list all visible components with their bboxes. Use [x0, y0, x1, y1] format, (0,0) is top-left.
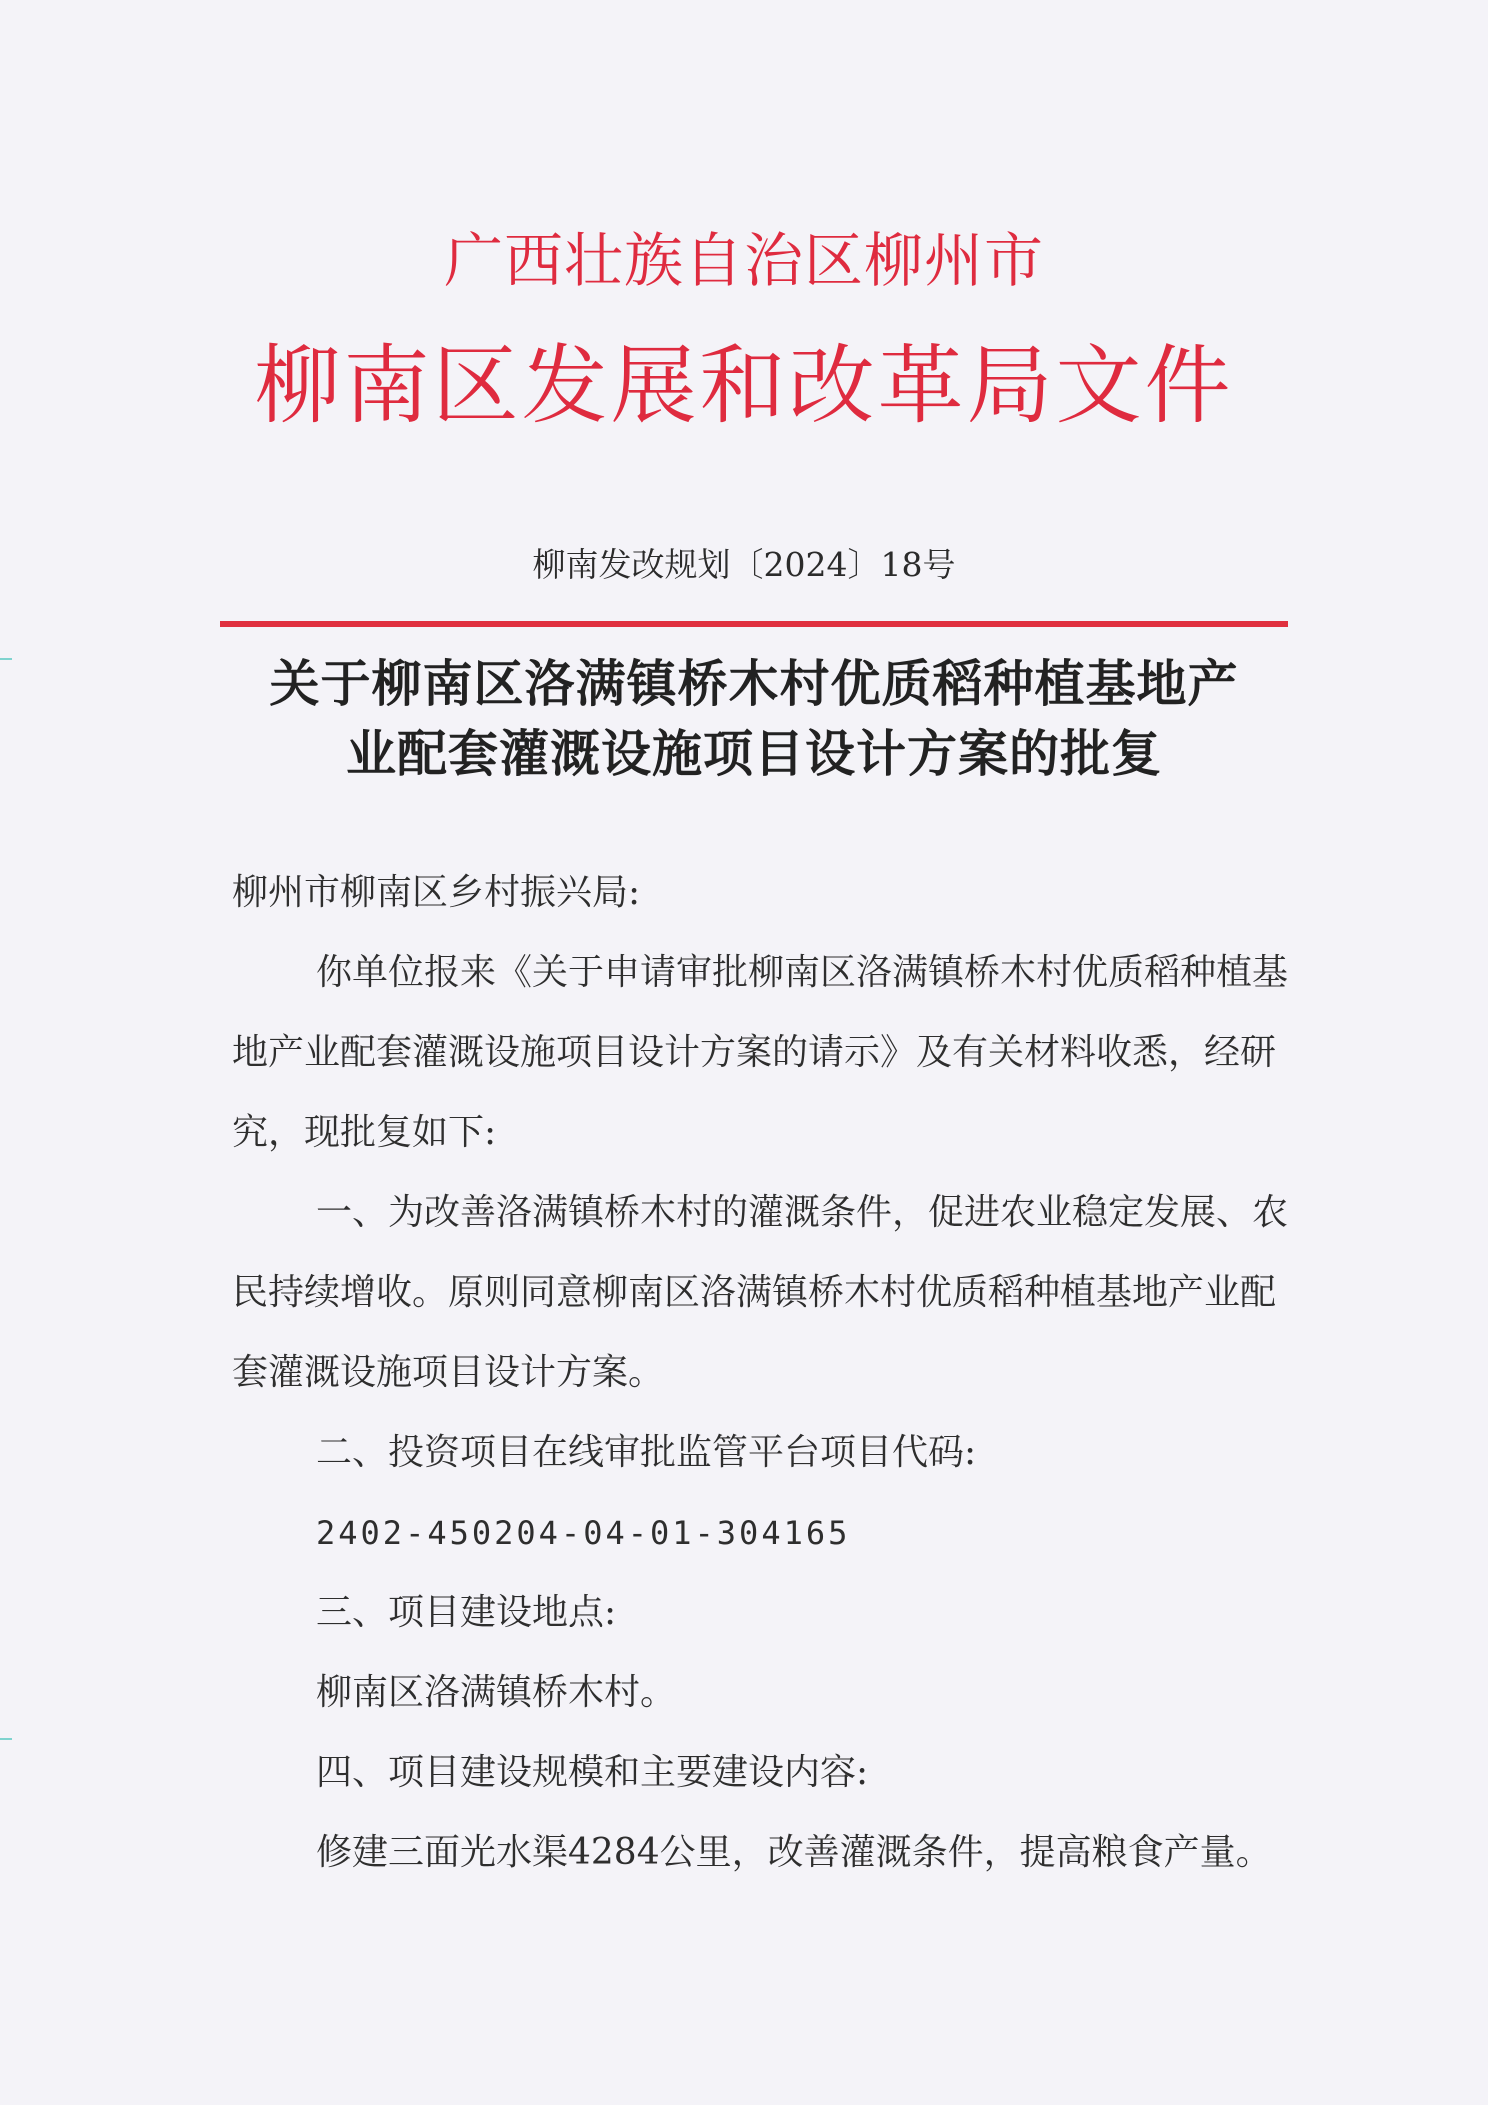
- issuer-region: 广西壮族自治区柳州市: [443, 226, 1044, 295]
- item-1-paragraph: 一、为改善洛满镇桥木村的灌溉条件，促进农业稳定发展、农民持续增收。原则同意柳南区洛满镇桥木村优质稻种植基地产业配套灌溉设施项目设计方案。: [232, 1192, 1289, 1393]
- item-3-value: 柳南区洛满镇桥木村。: [316, 1672, 677, 1713]
- scan-edge-mark: [0, 658, 12, 660]
- title-line-1: 关于柳南区洛满镇桥木村优质稻种植基地产: [269, 655, 1239, 713]
- item-3-heading: 三、项目建设地点:: [316, 1592, 617, 1633]
- document-title: [220, 649, 1288, 789]
- document-body: [232, 853, 1292, 1893]
- intro-paragraph: 你单位报来《关于申请审批柳南区洛满镇桥木村优质稻种植基地产业配套灌溉设施项目设计方案的请示》及有关材料收悉，经研究，现批复如下:: [232, 952, 1289, 1153]
- project-code: 2402-450204-04-01-304165: [316, 1514, 851, 1552]
- addressee: 柳州市柳南区乡村振兴局:: [232, 872, 641, 913]
- item-2-heading: 二、投资项目在线审批监管平台项目代码:: [316, 1432, 977, 1473]
- item-4-value: 修建三面光水渠4284公里，改善灌溉条件，提高粮食产量。: [316, 1832, 1272, 1873]
- red-divider: [220, 621, 1288, 627]
- scan-edge-mark: [0, 1738, 12, 1740]
- document-number: 柳南发改规划〔2024〕18号: [532, 545, 956, 584]
- issuer-name: 柳南区发展和改革局文件: [254, 336, 1234, 436]
- title-line-2: 业配套灌溉设施项目设计方案的批复: [346, 725, 1162, 783]
- item-4-heading: 四、项目建设规模和主要建设内容:: [316, 1752, 869, 1793]
